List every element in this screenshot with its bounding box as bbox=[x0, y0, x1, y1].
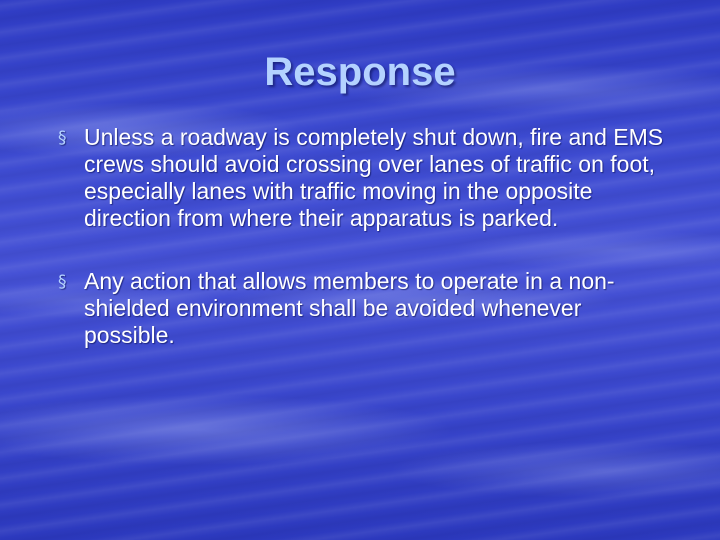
bullet-item bbox=[58, 268, 668, 349]
bullet-marker-icon: § bbox=[58, 272, 67, 292]
bullet-text: Any action that allows members to operate in a non-shielded environment shall be avoided whenever possible. bbox=[84, 268, 615, 348]
bullet-item bbox=[58, 124, 668, 232]
slide-title: Response bbox=[264, 50, 456, 94]
bullet-text: Unless a roadway is completely shut down, fire and EMS crews should avoid crossing over lanes of traffic on foot, especially lanes with traffic moving in the opposite direction from where their apparatus is parked. bbox=[84, 124, 664, 231]
bullet-list bbox=[58, 124, 668, 385]
bullet-marker-icon: § bbox=[58, 128, 67, 148]
